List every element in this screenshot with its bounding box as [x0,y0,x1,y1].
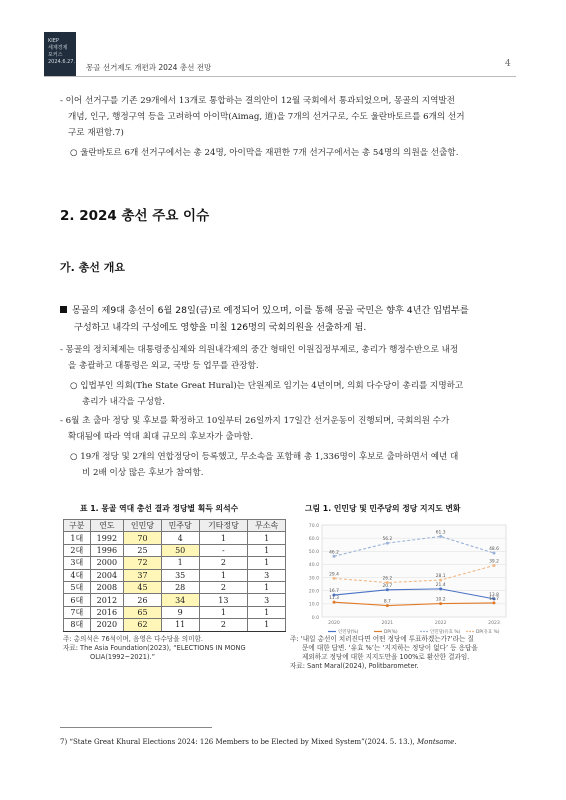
table-row [64,532,286,544]
table-cell: 2008 [90,581,124,593]
table-cell-majority: 50 [161,544,199,556]
data-label: 28.1 [435,574,446,580]
brand-line: 세계경제 [48,45,68,51]
x-tick-label: 2021 [381,621,394,626]
page-number: 4 [505,59,511,69]
table-cell-majority: 62 [124,619,162,631]
body-line: - 몽골의 정치체제는 대통령중심제와 의원내각제의 중간 형태인 이원집정부제로, 총리가 행정수반으로 내정 [60,345,459,355]
table-row [64,594,286,606]
subsection-title: 가. 총선 개요 [60,261,125,274]
footnote-divider [60,727,212,728]
table-row [64,581,286,593]
table-source: 자료: The Asia Foundation(2023), “ELECTIONS IN MONG [63,644,246,652]
table-cell: 1 [248,532,286,544]
lead-line: 구성하고 내각의 구성에도 영향을 미칠 126명의 국회의원을 선출하게 됨. [74,322,367,333]
table-cell: 8대 [64,619,91,631]
data-label: 21.4 [435,582,446,588]
table-cell-majority: 37 [124,569,162,581]
table-header-row [64,520,286,532]
column-header: 인민당 [124,520,162,532]
legend-label: 인민당(유효 %) [430,630,461,635]
table-cell: 28 [161,581,199,593]
y-tick-label: 60.0 [308,536,319,542]
data-label: 48.6 [489,547,499,553]
table-cell: 13 [199,594,248,606]
seats-table [63,519,286,632]
data-label: 11.3 [329,596,339,602]
y-tick-label: 10.0 [308,602,319,608]
data-label: 10.7 [489,596,499,602]
table-cell: 35 [161,569,199,581]
table-cell: 4대 [64,569,91,581]
column-header: 구분 [64,520,91,532]
footnote-source: Montsame. [416,738,457,746]
figure-note: 제외하고 정당에 대한 지지도만을 100%로 환산한 결과임. [302,653,470,661]
table-cell: 2004 [90,569,124,581]
data-label: 26.2 [382,576,393,582]
table-cell: 2 [199,557,248,569]
table-cell: 1 [248,557,286,569]
table-row [64,606,286,618]
y-tick-label: 30.0 [308,576,319,582]
footnote-text: 7) “State Great Khural Elections 2024: 126 Members to be Elected by Mixed System”(2024. 5. 13.), [60,738,417,746]
body-line: 확대됨에 따라 역대 최대 규모의 후보자가 출마함. [68,432,254,442]
body-line: 구로 재편함.7) [68,128,124,138]
figure-source: 자료: Sant Maral(2024), Politbarometer. [290,662,419,670]
data-label: 56.2 [382,537,393,543]
lead-line [60,302,469,319]
running-header-title: 몽골 선거제도 개편과 2024 총선 전망 [86,63,212,72]
table-cell: 1 [248,606,286,618]
brand-line: 2024.6.27. [48,59,76,65]
x-tick-label: 2022 [434,621,447,626]
table-cell: 25 [124,544,162,556]
table-cell: 26 [124,594,162,606]
table-cell: 1대 [64,532,91,544]
table-cell: 1 [248,581,286,593]
section-title: 2. 2024 총선 주요 이슈 [60,208,210,224]
table-cell: 7대 [64,606,91,618]
table-cell: 2016 [90,606,124,618]
y-tick-label: 0.0 [311,615,319,621]
body-line: 을 총괄하고 대통령은 외교, 국방 등 업무를 관장함. [68,361,259,371]
y-tick-label: 50.0 [308,550,319,556]
table-row [64,557,286,569]
table-cell: 4 [161,532,199,544]
table-cell: 1 [161,557,199,569]
table-cell: 1 [248,544,286,556]
brand-badge [44,32,76,76]
table-row [64,569,286,581]
legend-label: DP(유효 %) [476,630,500,635]
body-line: - 6월 초 출마 정당 및 후보를 확정하고 10일부터 26일까지 17일간 선거운동이 진행되며, 국회의원 수가 [60,416,450,426]
body-line: 총리가 내각을 구성함. [82,397,165,407]
x-tick-label: 2020 [328,621,340,626]
data-label: 16.7 [329,589,339,595]
data-label: 61.3 [435,530,446,536]
support-chart [298,519,516,641]
table-cell: 2012 [90,594,124,606]
x-tick-label: 2023 [488,621,500,626]
table-cell: 5대 [64,581,91,593]
table-cell: 1992 [90,532,124,544]
data-label: 13.8 [489,592,499,598]
table-cell: 6대 [64,594,91,606]
column-header: 연도 [90,520,124,532]
table-cell: 1 [199,606,248,618]
table-cell: 1 [199,532,248,544]
column-header: 기타정당 [199,520,248,532]
footnote [60,738,456,746]
table-cell: 3 [248,594,286,606]
header-divider [44,76,516,77]
figure-note: 문에 대한 답변. ‘유효 %’는 ‘지지하는 정당이 없다’ 등 응답을 [302,644,478,652]
table-note: 주: 총의석은 76석이며, 음영은 다수당을 의미함. [63,635,203,643]
legend-label: DP(%) [384,630,398,635]
table-cell: 2 [199,619,248,631]
table-cell: 2 [199,581,248,593]
brand-line: KIEP [48,38,59,44]
y-tick-label: 70.0 [308,523,319,529]
data-label: 29.4 [329,572,339,578]
body-line: ○ 19개 정당 및 2개의 연합정당이 등록했고, 무소속을 포함해 총 1,336명이 후보로 출마하면서 예년 대 [70,452,459,462]
column-header: 민주당 [161,520,199,532]
body-line: - 이어 선거구를 기존 29개에서 13개로 통합하는 결의안이 12월 국회에서 통과되었으며, 몽골의 지역발전 [60,96,455,106]
table-cell-majority: 72 [124,557,162,569]
figure-note: 주: ‘내일 총선이 치러진다면 어떤 정당에 투표하겠는가?’라는 질 [290,635,474,643]
body-line: 개념, 인구, 행정구역 등을 고려하여 아이막(Aimag, 道)을 7개의 선거구로, 수도 울란바토르를 6개의 선거 [68,112,465,122]
column-header: 무소속 [248,520,286,532]
y-tick-label: 40.0 [308,563,319,569]
lead-text: 몽골의 제9대 총선이 6월 28일(금)로 예정되어 있으며, 이를 통해 몽골 국민은 향후 4년간 입법부를 [72,305,469,316]
table-cell-majority: 34 [161,594,199,606]
square-bullet-icon [60,306,67,313]
table-cell: 1 [248,619,286,631]
table-cell-majority: 70 [124,532,162,544]
table-cell: 2000 [90,557,124,569]
body-line: ○ 입법부인 의회(The State Great Hural)는 단원제로 임기는 4년이며, 의회 다수당이 총리를 지명하고 [70,381,464,391]
data-label: 10.2 [435,597,446,603]
brand-line: 포커스 [48,52,63,58]
table-cell-majority: 65 [124,606,162,618]
table-cell: 9 [161,606,199,618]
table-row [64,544,286,556]
data-label: 20.7 [382,583,393,589]
table-cell-majority: 45 [124,581,162,593]
data-label: 8.7 [383,599,391,605]
figure-caption: 그림 1. 인민당 및 민주당의 정당 지지도 변화 [305,504,461,513]
body-line: 비 2배 이상 많은 후보가 참여함. [82,468,204,478]
body-line: ○ 울란바토르 6개 선거구에서는 총 24명, 아이막을 재편한 7개 선거구에서는 총 54명의 의원을 선출함. [70,148,459,158]
table-cell: 11 [161,619,199,631]
y-tick-label: 20.0 [308,589,319,595]
table-cell: - [199,544,248,556]
table-cell: 3대 [64,557,91,569]
data-label: 39.2 [489,559,499,565]
data-label: 46.2 [329,550,339,556]
table-source: OLIA(1992~2021).” [90,653,156,661]
table-cell: 3 [248,569,286,581]
table-cell: 2020 [90,619,124,631]
table-cell: 1996 [90,544,124,556]
table-row [64,619,286,631]
table-caption: 표 1. 몽골 역대 총선 결과 정당별 획득 의석수 [80,504,239,513]
table-cell: 2대 [64,544,91,556]
legend-label: 인민당(%) [338,630,359,635]
line-chart [298,519,516,641]
table-cell: 1 [199,569,248,581]
